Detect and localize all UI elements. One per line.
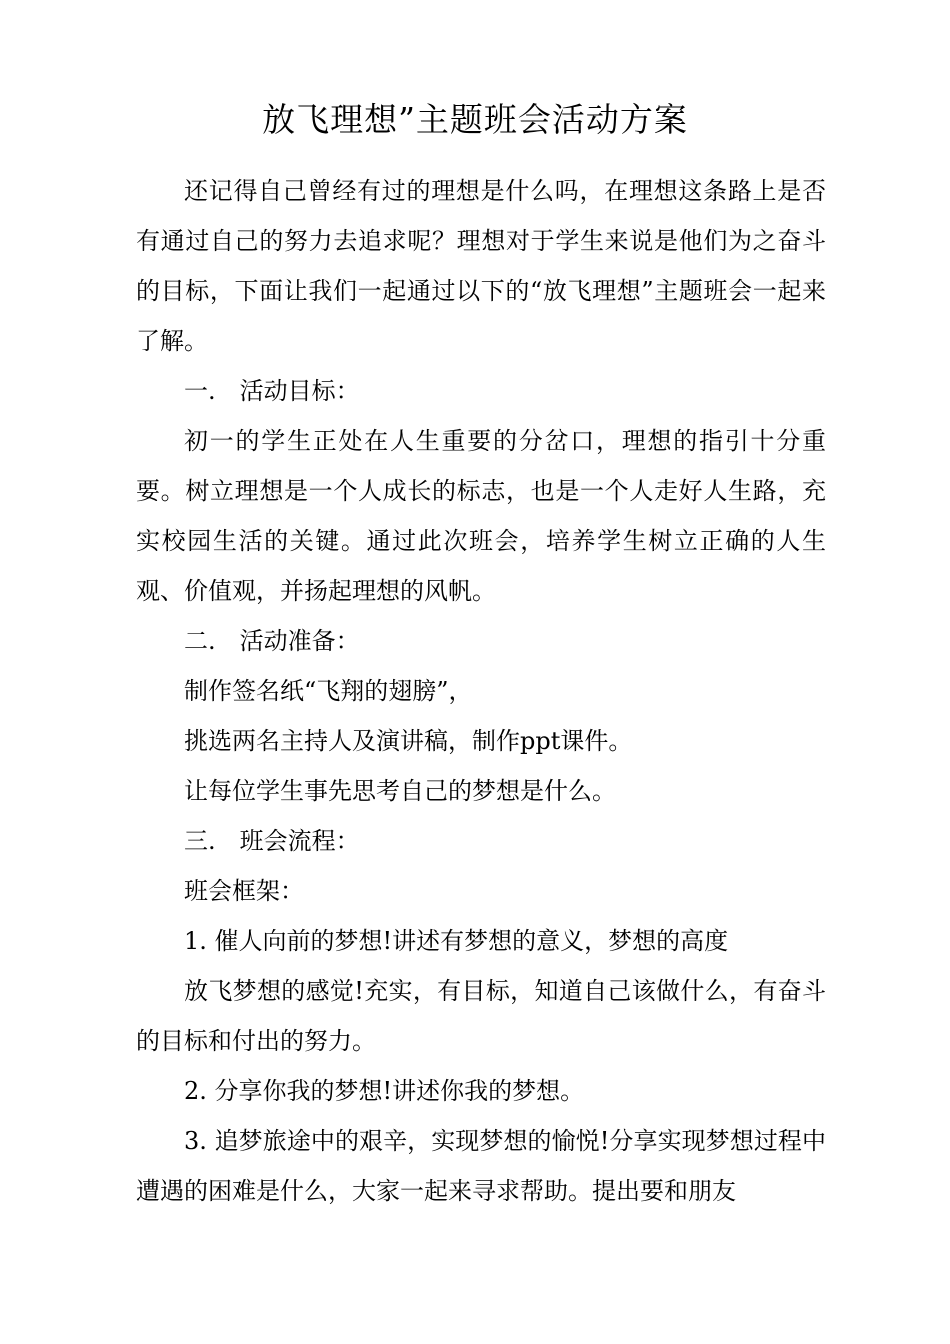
document-title: 放飞理想”主题班会活动方案 [262, 100, 688, 139]
section-heading-goals: 一. 活动目标： [184, 377, 360, 405]
preparation-item: 挑选两名主持人及演讲稿，制作ppt课件。 [184, 727, 633, 755]
goals-paragraph: 初一的学生正处在人生重要的分岔口，理想的指引十分重要。树立理想是一个人成长的标志，也是一个人走好人生路，充实校园生活的关键。通过此次班会，培养学生树立正确的人生观、价值观，并扬起理想的风帆。 [136, 427, 826, 605]
process-item: 3. 追梦旅途中的艰辛，实现梦想的愉悦!分享实现梦想过程中遭遇的困难是什么，大家一起来寻求帮助。提出要和朋友 [136, 1127, 826, 1205]
document-body [136, 166, 826, 1216]
preparation-item: 让每位学生事先思考自己的梦想是什么。 [184, 777, 616, 805]
section-heading-preparation: 二. 活动准备： [184, 627, 360, 655]
section-heading-process: 三. 班会流程： [184, 827, 360, 855]
process-item: 2. 分享你我的梦想!讲述你我的梦想。 [184, 1077, 585, 1105]
framework-label: 班会框架： [184, 877, 304, 905]
process-item-detail: 放飞梦想的感觉!充实，有目标，知道自己该做什么，有奋斗的目标和付出的努力。 [136, 977, 826, 1055]
preparation-item: 制作签名纸“飞翔的翅膀”， [184, 677, 473, 705]
intro-paragraph: 还记得自己曾经有过的理想是什么吗，在理想这条路上是否有通过自己的努力去追求呢？理想对于学生来说是他们为之奋斗的目标，下面让我们一起通过以下的“放飞理想”主题班会一起来了解。 [136, 177, 826, 355]
process-item: 1. 催人向前的梦想!讲述有梦想的意义，梦想的高度 [184, 927, 729, 955]
